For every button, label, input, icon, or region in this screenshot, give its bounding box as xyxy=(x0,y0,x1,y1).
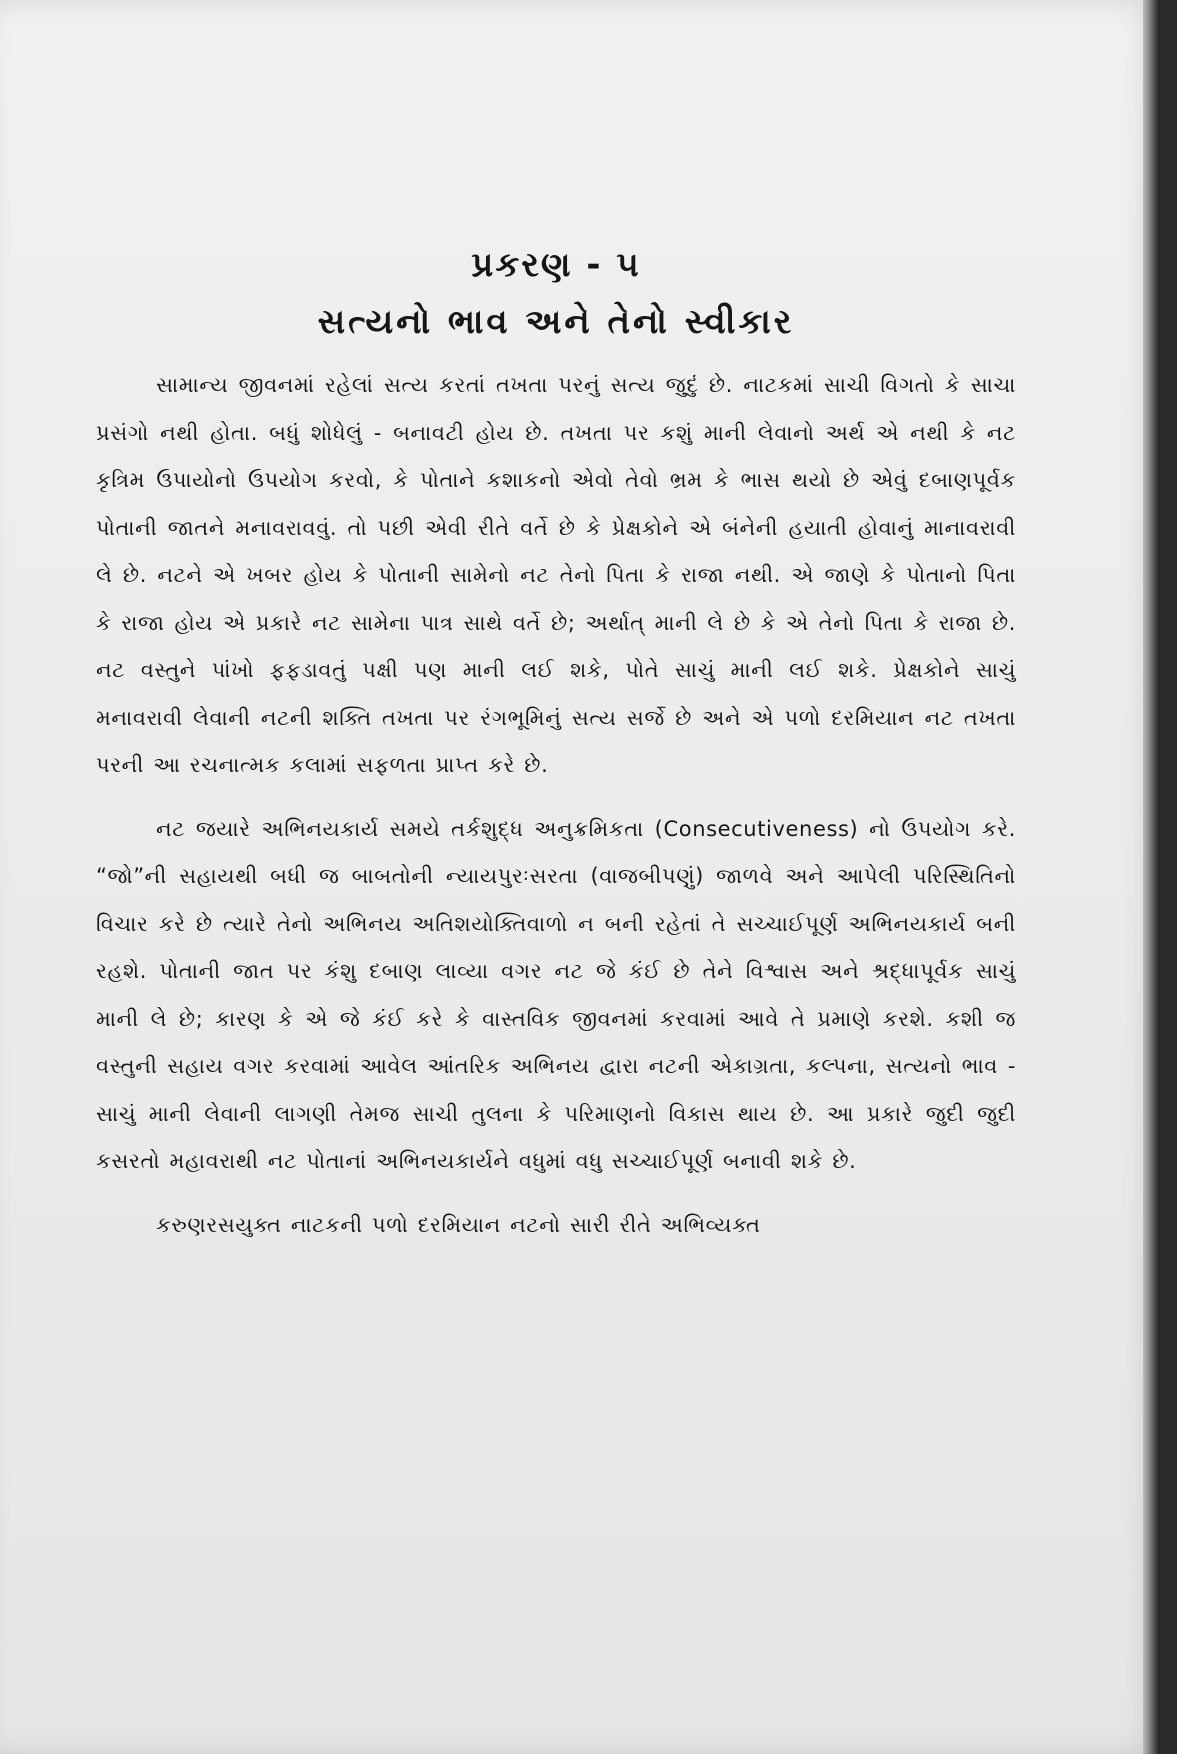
chapter-title: સત્યનો ભાવ અને તેનો સ્વીકાર xyxy=(317,302,795,342)
paragraph-2: નટ જયારે અભિનયકાર્ય સમયે તર્કશુદ્ધ અનુક્રમિકતા (Consecutiveness) નો ઉપયોગ કરે. “જો”ની સહાયથી બધી જ બાબતોની ન્યાયપુરઃસરતા (વાજબીપણું) જાળવે અને આપેલી પરિસ્થિતિનો વિચાર કરે છે ત્યારે તેનો અભિનય અતિશયોક્તિવાળો ન બની રહેતાં તે સચ્ચાઈપૂર્ણ અભિનયકાર્ય બની રહશે. પોતાની જાત પર કંશુ દબાણ લાવ્યા વગર નટ જે કંઈ છે તેને વિશ્વાસ અને શ્રદ્ધાપૂર્વક સાચું માની લે છે; કારણ કે એ જે કંઈ કરે કે વાસ્તવિક જીવનમાં કરવામાં આવે તે પ્રમાણે કરશે. કશી જ વસ્તુની સહાય વગર કરવામાં આવેલ આંતરિક અભિનય દ્વારા નટની એકાગ્રતા, કલ્પના, સત્યનો ભાવ - સાચું માની લેવાની લાગણી તેમજ સાચી તુલના કે પરિમાણનો વિકાસ થાય છે. આ પ્રકારે જુદી જુદી કસરતો મહાવરાથી નટ પોતાનાં અભિનયકાર્યને વધુમાં વધુ સચ્ચાઈપૂર્ણ બનાવી શકે છે. xyxy=(96,816,1016,1173)
chapter-number: પ્રકરણ - ૫ xyxy=(471,245,641,285)
paragraph-3: કરુણરસયુક્ત નાટકની પળો દરમિયાન નટનો સારી રીતે અભિવ્યક્ત xyxy=(156,1212,761,1237)
paragraph-1: સામાન્ય જીવનમાં રહેલાં સત્ય કરતાં તખતા પરનું સત્ય જુદું છે. નાટકમાં સાચી વિગતો કે સાચા પ્રસંગો નથી હોતા. બધું શોધેલું - બનાવટી હોય છે. તખતા પર કશું માની લેવાનો અર્થ એ નથી કે નટ કૃત્રિમ ઉપાયોનો ઉપયોગ કરવો, કે પોતાને કશાકનો એવો તેવો ભ્રમ કે ભાસ થયો છે એવું દબાણપૂર્વક પોતાની જાતને મનાવરાવવું. તો પછી એવી રીતે વર્તે છે કે પ્રેક્ષકોને એ બંનેની હયાતી હોવાનું માનાવરાવી લે છે. નટને એ ખબર હોય કે પોતાની સામેનો નટ તેનો પિતા કે રાજા નથી. એ જાણે કે પોતાનો પિતા કે રાજા હોય એ પ્રકારે નટ સામેના પાત્ર સાથે વર્તે છે; અર્થાત્ માની લે છે કે એ તેનો પિતા કે રાજા છે. નટ વસ્તુને પાંખો ફફડાવતું પક્ષી પણ માની લઈ શકે, પોતે સાચું માની લઈ શકે. પ્રેક્ષકોને સાચું મનાવરાવી લેવાની નટની શક્તિ તખતા પર રંગભૂમિનું સત્ય સર્જે છે અને એ પળો દરમિયાન નટ તખતા પરની આ રચનાત્મક કલામાં સફળતા પ્રાપ્ત કરે છે. xyxy=(96,373,1016,777)
page-edge-shadow xyxy=(1143,0,1160,1754)
page-content xyxy=(96,240,1016,1265)
